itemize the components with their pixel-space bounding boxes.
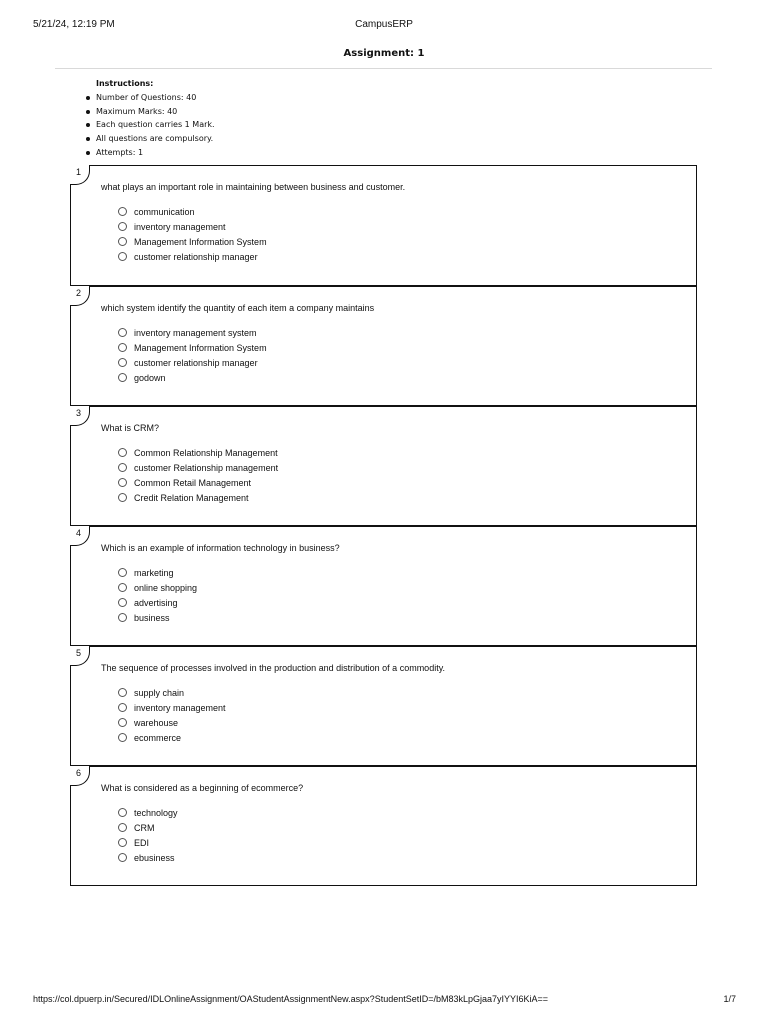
radio-button[interactable] — [118, 207, 127, 216]
answer-option[interactable] — [118, 355, 267, 370]
answer-option[interactable] — [118, 715, 226, 730]
question-text: which system identify the quantity of each item a company maintains — [101, 303, 375, 313]
radio-button[interactable] — [118, 358, 127, 367]
question-card — [70, 765, 697, 886]
question-number-badge: 6 — [70, 766, 90, 786]
option-label[interactable]: customer Relationship management — [134, 462, 279, 473]
answer-option[interactable] — [118, 249, 267, 264]
question-number-badge: 3 — [70, 406, 90, 426]
question-card — [70, 285, 697, 406]
answer-option[interactable] — [118, 460, 278, 475]
option-label[interactable]: communication — [134, 206, 195, 217]
question-text: What is considered as a beginning of ecommerce? — [101, 783, 304, 793]
question-card — [70, 645, 697, 766]
instruction-item: Number of Questions: 40 — [96, 91, 215, 105]
option-label[interactable]: ecommerce — [134, 732, 182, 743]
option-label[interactable]: technology — [134, 807, 178, 818]
option-label[interactable]: ebusiness — [134, 852, 175, 863]
option-label[interactable]: Management Information System — [134, 236, 267, 247]
instructions-title: Instructions: — [96, 79, 154, 88]
instruction-item: Each question carries 1 Mark. — [96, 118, 215, 132]
option-label[interactable]: online shopping — [134, 582, 198, 593]
answer-options — [118, 565, 197, 625]
answer-option[interactable] — [118, 700, 226, 715]
radio-button[interactable] — [118, 237, 127, 246]
question-text: The sequence of processes involved in the production and distribution of a commodity. — [101, 663, 446, 673]
radio-button[interactable] — [118, 733, 127, 742]
page-title: Assignment: 1 — [343, 48, 425, 59]
option-label[interactable]: Common Relationship Management — [134, 447, 278, 458]
answer-option[interactable] — [118, 340, 267, 355]
print-datetime: 5/21/24, 12:19 PM — [33, 19, 115, 30]
instruction-item: Attempts: 1 — [96, 146, 215, 160]
answer-option[interactable] — [118, 805, 178, 820]
option-label[interactable]: customer relationship manager — [134, 357, 258, 368]
answer-options — [118, 445, 278, 505]
answer-options — [118, 805, 178, 865]
question-number-badge: 5 — [70, 646, 90, 666]
answer-option[interactable] — [118, 595, 197, 610]
option-label[interactable]: godown — [134, 372, 166, 383]
radio-button[interactable] — [118, 328, 127, 337]
option-label[interactable]: Management Information System — [134, 342, 267, 353]
answer-option[interactable] — [118, 565, 197, 580]
answer-option[interactable] — [118, 580, 197, 595]
radio-button[interactable] — [118, 448, 127, 457]
radio-button[interactable] — [118, 568, 127, 577]
instructions-block — [96, 79, 215, 159]
answer-options — [118, 204, 267, 264]
radio-button[interactable] — [118, 598, 127, 607]
instructions-list — [96, 91, 215, 159]
answer-option[interactable] — [118, 610, 197, 625]
option-label[interactable]: CRM — [134, 822, 155, 833]
question-text: what plays an important role in maintaining between business and customer. — [101, 182, 406, 192]
question-card — [70, 405, 697, 526]
option-label[interactable]: customer relationship manager — [134, 251, 258, 262]
question-card — [70, 165, 697, 286]
answer-option[interactable] — [118, 730, 226, 745]
answer-option[interactable] — [118, 490, 278, 505]
radio-button[interactable] — [118, 252, 127, 261]
option-label[interactable]: warehouse — [134, 717, 179, 728]
question-text: What is CRM? — [101, 423, 160, 433]
radio-button[interactable] — [118, 688, 127, 697]
answer-option[interactable] — [118, 850, 178, 865]
answer-option[interactable] — [118, 835, 178, 850]
option-label[interactable]: supply chain — [134, 687, 185, 698]
option-label[interactable]: inventory management — [134, 702, 226, 713]
option-label[interactable]: business — [134, 612, 170, 623]
radio-button[interactable] — [118, 853, 127, 862]
option-label[interactable]: inventory management — [134, 221, 226, 232]
radio-button[interactable] — [118, 838, 127, 847]
answer-options — [118, 685, 226, 745]
answer-option[interactable] — [118, 685, 226, 700]
page-indicator: 1/7 — [723, 994, 736, 1004]
option-label[interactable]: Credit Relation Management — [134, 492, 249, 503]
question-text: Which is an example of information technology in business? — [101, 543, 340, 553]
question-number-badge: 1 — [70, 165, 90, 185]
option-label[interactable]: inventory management system — [134, 327, 257, 338]
radio-button[interactable] — [118, 222, 127, 231]
radio-button[interactable] — [118, 343, 127, 352]
option-label[interactable]: Common Retail Management — [134, 477, 252, 488]
radio-button[interactable] — [118, 583, 127, 592]
radio-button[interactable] — [118, 823, 127, 832]
radio-button[interactable] — [118, 478, 127, 487]
radio-button[interactable] — [118, 493, 127, 502]
answer-option[interactable] — [118, 445, 278, 460]
instruction-item: All questions are compulsory. — [96, 132, 215, 146]
option-label[interactable]: marketing — [134, 567, 174, 578]
page-url: https://col.dpuerp.in/Secured/IDLOnlineAssignment/OAStudentAssignmentNew.aspx?StudentSetID=/bM83kLpGjaa7yIYYI6KiA== — [33, 994, 549, 1004]
answer-option[interactable] — [118, 219, 267, 234]
radio-button[interactable] — [118, 718, 127, 727]
option-label[interactable]: advertising — [134, 597, 178, 608]
title-divider — [55, 68, 712, 69]
answer-option[interactable] — [118, 325, 267, 340]
question-number-badge: 4 — [70, 526, 90, 546]
answer-option[interactable] — [118, 370, 267, 385]
instruction-item: Maximum Marks: 40 — [96, 105, 215, 119]
radio-button[interactable] — [118, 808, 127, 817]
answer-option[interactable] — [118, 234, 267, 249]
answer-option[interactable] — [118, 204, 267, 219]
answer-options — [118, 325, 267, 385]
radio-button[interactable] — [118, 703, 127, 712]
question-card — [70, 525, 697, 646]
answer-option[interactable] — [118, 820, 178, 835]
answer-option[interactable] — [118, 475, 278, 490]
radio-button[interactable] — [118, 373, 127, 382]
print-site-title: CampusERP — [355, 19, 413, 30]
question-number-badge: 2 — [70, 286, 90, 306]
radio-button[interactable] — [118, 613, 127, 622]
question-list — [70, 166, 697, 886]
option-label[interactable]: EDI — [134, 837, 150, 848]
radio-button[interactable] — [118, 463, 127, 472]
